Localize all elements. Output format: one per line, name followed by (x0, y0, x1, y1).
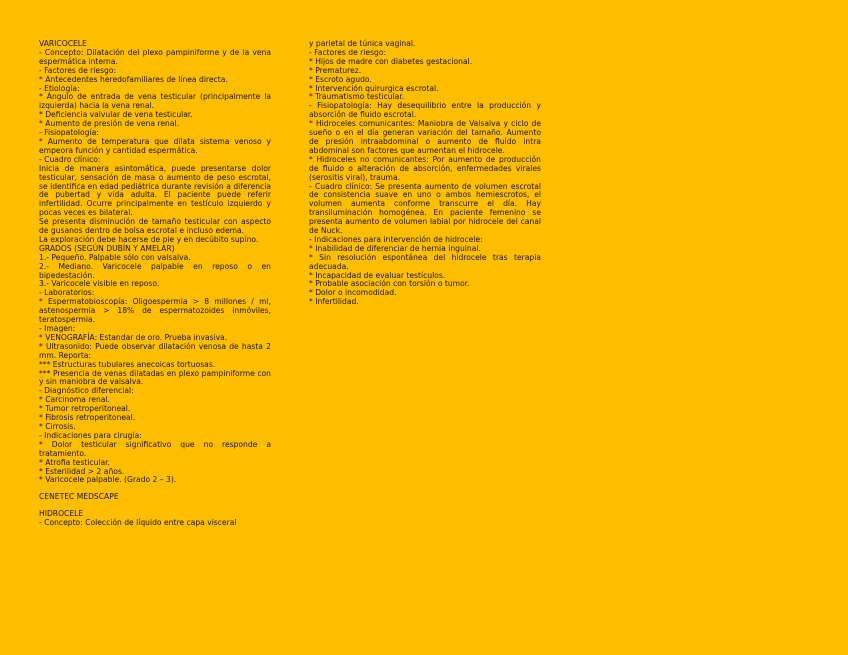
text-line: - Etiología: (39, 83, 80, 93)
hidrocele-continuation (309, 40, 541, 307)
text-line: La exploración debe hacerse de pie y en decúbito supino. (39, 234, 259, 244)
text-line: y parietal de túnica vaginal. (309, 39, 416, 48)
text-line: - Fisiopatología: Hay desequilibrio entre la producción y absorción de fluido escrotal. (309, 101, 541, 120)
text-line: * Esterilidad > 2 años. (39, 466, 125, 476)
text-line: * Aumento de temperatura que dilata sistema venoso y empeora función y cantidad espermática. (39, 136, 271, 155)
text-line: VARICOCELE (39, 39, 87, 48)
text-line: * Aumento de presión de vena renal. (39, 119, 179, 129)
text-line: - Indicaciones para cirugía: (39, 430, 142, 440)
text-line: * Fibrosis retroperitoneal. (39, 413, 136, 423)
text-line: * Dolor o incomodidad. (309, 288, 397, 298)
text-line: * Antecedentes heredofamiliares de línea directa. (39, 74, 228, 84)
text-line: - Indicaciones para intervención de hidrocele: (309, 234, 483, 244)
text-line: * Hidroceles comunicantes: Maniobra de Valsalva y ciclo de sueño o en el día generan variación del tamaño. Aumento de presión intraabdominal o aumento de fluido intra abdominal son factores que aumentan el hidrocele. (309, 119, 541, 155)
text-line: * Infertilidad. (309, 297, 359, 307)
text-line: Se presenta disminución de tamaño testicular con aspecto de gusanos dentro de bolsa escrotal e incluso edema. (39, 217, 271, 236)
text-line: * Intervención quirurgica escrotal. (309, 83, 439, 93)
text-line: * Prematurez. (309, 65, 362, 75)
text-line: GRADOS (SEGÚN DUBÍN Y AMELAR) (39, 243, 175, 253)
text-line: - Concepto: Dilatación del plexo pampiniforme y de la vena espermática interna. (39, 47, 271, 66)
text-line: *** Estructuras tubulares anecoicas tortuosas. (39, 359, 216, 369)
text-line: * Varicocele palpable. (Grado 2 – 3). (39, 475, 177, 485)
text-line: * Sin resolución espontánea del hidrocele tras terapia adecuada. (309, 252, 541, 271)
text-line: * Inabilidad de diferenciar de hernia inguinal. (309, 243, 481, 253)
text-line: - Diagnóstico diferencial: (39, 386, 134, 396)
text-line: * Probable asociación con torsión o tumor. (309, 279, 470, 289)
text-line: - Imagen: (39, 324, 76, 333)
hidrocele-section (39, 510, 271, 528)
varicocele-section (39, 40, 271, 485)
text-line: - Factores de riesgo: (39, 65, 117, 75)
text-line: * Carcinoma renal. (39, 395, 110, 405)
text-line: 1.- Pequeño. Palpable sólo con valsalva. (39, 252, 191, 262)
text-line: * Traumatismo testicular. (309, 92, 405, 102)
text-line: * Incapacidad de evaluar testículos. (309, 270, 446, 280)
text-line: * Atrofia testicular. (39, 457, 110, 467)
text-line: - Concepto: Colección de líquido entre capa visceral (39, 518, 237, 528)
text-line: * Cirrosis. (39, 421, 76, 431)
text-line: * VENOGRAFÍA: Estandar de oro. Prueba invasiva. (39, 332, 228, 342)
text-line: * Escroto agudo. (309, 74, 372, 84)
right-column (309, 40, 541, 307)
text-line: * Ángulo de entrada de vena testicular (principalmente la izquierda) hacia la vena renal. (39, 92, 271, 111)
text-line: *** Presencia de venas dilatadas en plexo pampiniforme con y sin maniobra de valsalva. (39, 368, 271, 387)
text-line: - Fisiopatología: (39, 128, 99, 138)
text-line: * Dolor testicular significativo que no responde a tratamiento. (39, 439, 271, 458)
text-line: - Laboratorios: (39, 288, 95, 298)
text-line: * Espermatobioscopía: Oligoespermia > 8 millones / ml, astenospermia > 18% de espermatozoides inmóviles, teratospermia. (39, 297, 271, 325)
text-line: - Factores de riesgo: (309, 47, 387, 57)
text-line: 3.- Varicocele visible en reposo. (39, 279, 160, 289)
text-line: - Cuadro clínico: (39, 154, 101, 164)
text-line: * Deficiencia valvular de vena testicular. (39, 110, 193, 120)
text-line: * Tumor retroperitoneal. (39, 404, 131, 414)
text-line: HIDROCELE (39, 509, 84, 519)
text-line: Inicia de manera asintomática, puede presentarse dolor testicular, sensación de masa o aumento de peso escrotal, se identifica en edad pediátrica durante revisión a diferencia de pubertad y vida adulta. El paciente puede referir infertilidad. Ocurre principalmente en testículo izquierdo y pocas veces es bilateral. (39, 163, 271, 218)
text-line: 2.- Mediano. Varicocele palpable en reposo o en bipedestación. (39, 261, 271, 280)
text-line: * Ultrasonido: Puede observar dilatación venosa de hasta 2 mm. Reporta: (39, 341, 271, 360)
source-label: CENETEC MEDSCAPE (39, 492, 119, 502)
left-column (39, 40, 271, 528)
text-line: * Hijos de madre con diabetes gestacional. (309, 56, 473, 66)
text-line: - Cuadro clínico: Se presenta aumento de volumen escrotal de consistencia suave en uno o ambos hemiescrotos, el volumen aumenta conforme transcurre el día. Hay transiluminación homogénea. En paciente femenino se presenta aumento de volumen labial por hidrocele del canal de Nuck. (309, 181, 541, 236)
text-line: * Hidroceles no comunicantes: Por aumento de producción de fluido o alteración de absorción, enfermedades virales (serositis viral), trauma. (309, 154, 541, 182)
